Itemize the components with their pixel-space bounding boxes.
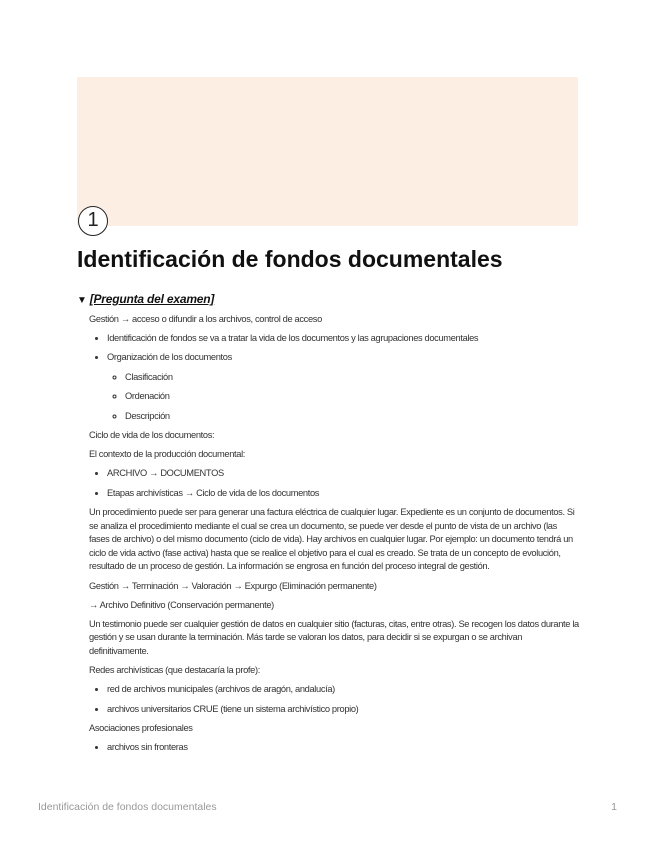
paragraph: Ciclo de vida de los documentos: (89, 430, 215, 441)
list-item: ◦ Descripción (125, 410, 579, 424)
paragraph: Gestión → Terminación → Valoración → Expurgo (Eliminación permanente) (89, 580, 377, 591)
page-title: Identificación de fondos documentales (77, 246, 503, 272)
exam-question-label[interactable]: [Pregunta del examen] (89, 292, 215, 306)
section-number-badge: 1 (78, 206, 108, 236)
document-content (77, 293, 579, 760)
list-item: • red de archivos municipales (archivos de aragón, andalucía) (107, 683, 579, 697)
footer-title: Identificación de fondos documentales (38, 801, 217, 813)
paragraph: Gestión → acceso o difundir a los archivos, control de acceso (89, 313, 322, 324)
list-item: • Etapas archivísticas → Ciclo de vida de los documentos (107, 487, 579, 501)
list-item (107, 351, 579, 423)
bullet-list (89, 332, 579, 424)
footer-page-number: 1 (611, 801, 617, 813)
list-item: • archivos sin fronteras (107, 741, 579, 755)
list-item: • Identificación de fondos se va a tratar la vida de los documentos y las agrupaciones documentales (107, 332, 579, 346)
paragraph: → Archivo Definitivo (Conservación permanente) (89, 599, 274, 610)
paragraph: Redes archivísticas (que destacaría la profe): (89, 664, 260, 675)
exam-question-toggle[interactable] (77, 293, 579, 308)
list-item: ◦ Clasificación (125, 371, 579, 385)
paragraph: Un testimonio puede ser cualquier gestión de datos en cualquier sitio (facturas, citas, entre otras). Se recogen los datos durante la gestión y se usan durante la terminación. Más tarde se valoran los datos, para decidir si se expurgan o se archivan definitivamente. (89, 618, 579, 656)
bullet-list (89, 741, 579, 755)
header-banner (77, 77, 578, 226)
list-item-label: Organización de los documentos (107, 352, 232, 363)
paragraph: Un procedimiento puede ser para generar una factura eléctrica de cualquier lugar. Expediente es un conjunto de documentos. Si se analiza el procedimiento mediante el cual se crea un documento, se puede ver desde el punto de vista de un archivo (las fases de archivo) o del mismo documento (ciclo de vida). Hay archivos en cualquier lugar. Por ejemplo: un documento tendrá un ciclo de vida activo (fase activa) hasta que se realice el objetivo para el cual es creado. Se trata de un concepto de evolución, resultado de un proceso de gestión. La información se engrosa en función del proceso integral de gestión. (89, 507, 575, 572)
details-body (77, 313, 579, 755)
paragraph: Asociaciones profesionales (89, 722, 193, 733)
list-item: • ARCHIVO → DOCUMENTOS (107, 467, 579, 481)
bullet-list (89, 467, 579, 500)
sub-bullet-list (107, 371, 579, 424)
list-item: ◦ Ordenación (125, 390, 579, 404)
bullet-list (89, 683, 579, 716)
paragraph: El contexto de la producción documental: (89, 449, 246, 460)
list-item: • archivos universitarios CRUE (tiene un sistema archivístico propio) (107, 703, 579, 717)
expand-triangle-icon[interactable]: ▼ (77, 295, 87, 306)
